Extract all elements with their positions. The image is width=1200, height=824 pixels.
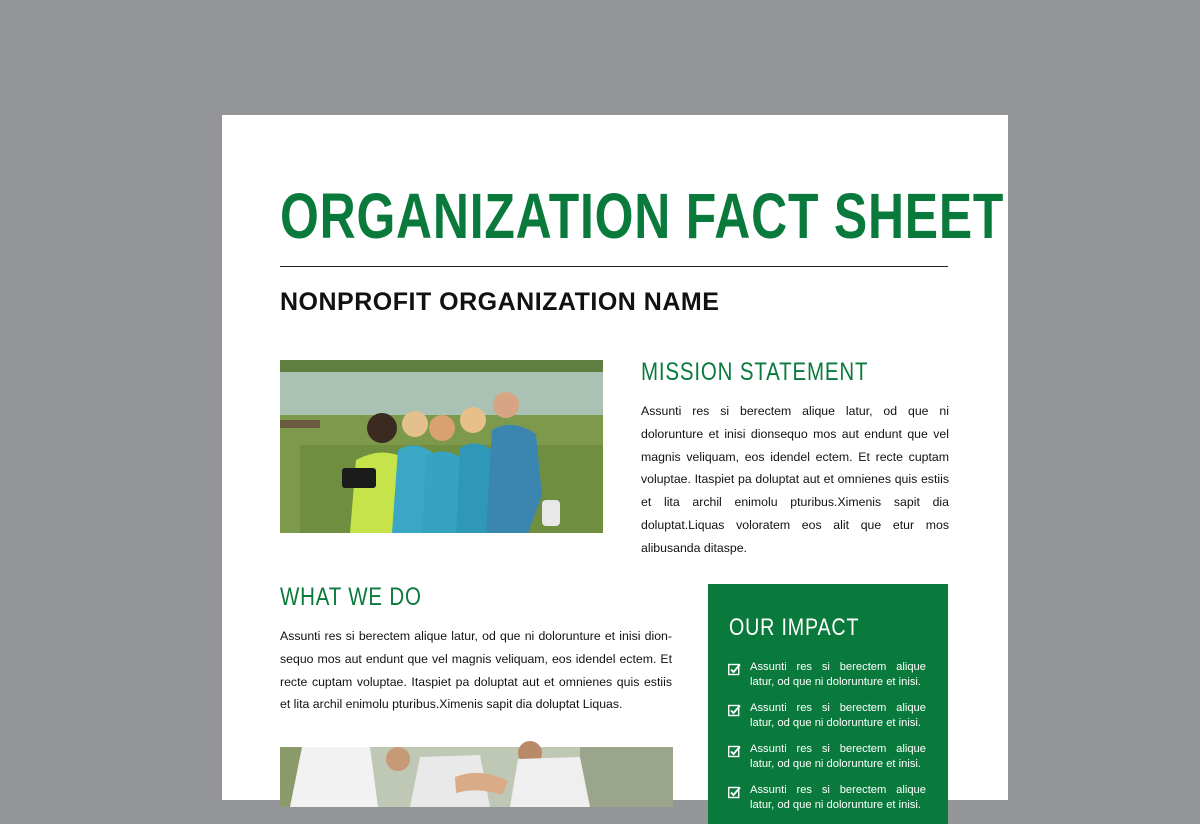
impact-list	[728, 660, 926, 824]
what-we-do-heading: WHAT WE DO	[280, 583, 422, 611]
impact-item-text: Assunti res si berectem alique latur, od que ni dolorunture et inisi.	[750, 743, 926, 770]
impact-item-text: Assunti res si berectem alique latur, od que ni dolorunture et inisi.	[750, 784, 926, 811]
checkbox-check-icon	[728, 745, 741, 758]
checkbox-check-icon	[728, 786, 741, 799]
our-impact-heading: OUR IMPACT	[729, 614, 860, 641]
checkbox-check-icon	[728, 663, 741, 676]
volunteers-team-photo	[280, 747, 673, 807]
impact-item	[728, 742, 926, 783]
volunteers-selfie-photo	[280, 360, 603, 533]
our-impact-panel	[708, 584, 948, 824]
title-divider	[280, 266, 948, 267]
impact-item-text: Assunti res si berectem alique latur, od que ni dolorunture et inisi.	[750, 661, 926, 688]
mission-statement-heading: MISSION STATEMENT	[641, 358, 869, 386]
organization-name: NONPROFIT ORGANIZATION NAME	[280, 288, 720, 316]
fact-sheet-page	[222, 115, 1008, 811]
impact-item-text: Assunti res si berectem alique latur, od que ni dolorunture et inisi.	[750, 702, 926, 729]
impact-item	[728, 660, 926, 701]
impact-item	[728, 783, 926, 824]
checkbox-check-icon	[728, 704, 741, 717]
document-title: ORGANIZATION FACT SHEET	[280, 180, 1005, 252]
mission-statement-body: Assunti res si berectem alique latur, od que ni dolorunture et inisi dionsequo mos aut endunt que vel magnis veliquam, eos idendel ectem. Et recte cuptam voluptae. Itaspiet pa doluptat aut et omnienes quis estiis et lita archil enimolu pturibus.Ximenis sapit dia doluptat.Liquas voloratem eos alit que etur mos alibusanda ditaspe.	[641, 404, 949, 555]
impact-item	[728, 701, 926, 742]
what-we-do-body: Assunti res si berectem alique latur, od que ni dolorunture et inisi dion-sequo mos aut endunt que vel magnis veliquam, eos idendel ectem. Et recte cuptam voluptae. Itaspiet pa doluptat aut et omnienes quis estiis et lita archil enimolu pturibus.Ximenis sapit dia doluptat Liquas.	[280, 629, 672, 712]
